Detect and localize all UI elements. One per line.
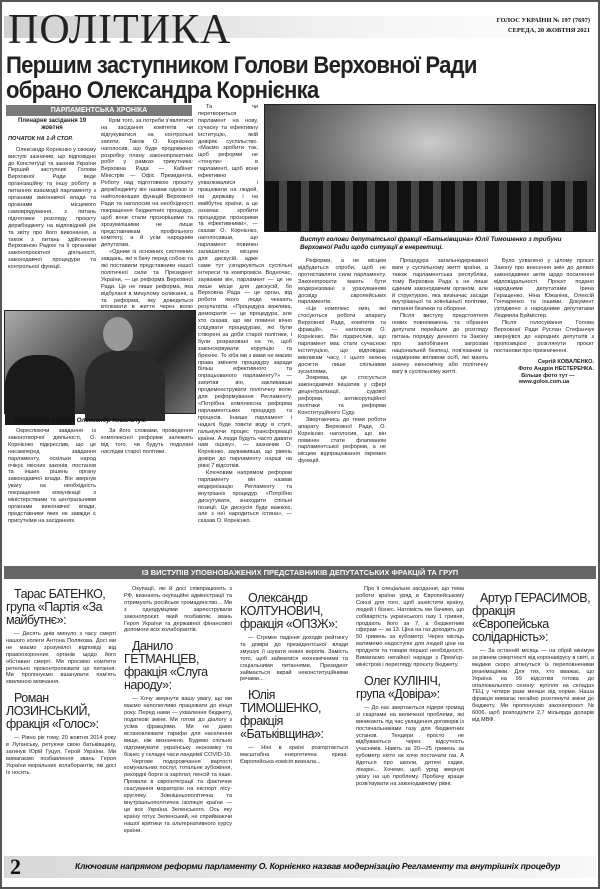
photo-figure bbox=[5, 355, 75, 425]
photo-credit: Фото Андрія НЕСТЕРЕНКА. bbox=[518, 365, 594, 372]
session-subhead: Пленарне засідання 19 жовтня bbox=[17, 118, 87, 131]
article-column-2 bbox=[101, 118, 193, 311]
paragraph: «Одним із основних системних завдань, які я бачу перед собою та які поставили представники нашої політичної сили та Президент України, — це реформа Верховної Ради. Це не лише реформа, яка відбулася в минулому скликанні, а та реформа, яку доведеться втілювати в життя через волю bbox=[101, 249, 193, 311]
footer-quote: Ключовим напрямом реформи парламенту О. Корнієнко назвав модернізацію Регламенту та внутрішніх процедур bbox=[75, 861, 561, 871]
photo-figure bbox=[103, 317, 133, 351]
speech-text: — До нас звертаються лідери громад зі скаргами на величезні проблеми, які виникають під час укладення договорів із постачальниками газу для бюджетних установ. Тендери просто не відбуваються через відсутність учасників. Навіть за 20—25 гривень за кубометр ніхто не хоче постачати газ. А йдеться про школи, дитячі садки, лікарні... Хочемо, щоб уряд звернув увагу на цю проблему. Пробачу краще розв'язувати на законодавчому рівні. bbox=[356, 704, 464, 787]
speaker-name: Олег КУЛІНІЧ, група «Довіра»: bbox=[356, 673, 441, 701]
speech-text: — За останній місяць — на обрій мінімум за рівнем смертності від коронавірусу в світі, а медики скоро зіткнуться із переповненими реанімаціями. Для тих, хто вважає, що Україна на 99 відсотків готова до опалювального сезону: вугілля на складах ТЕЦ у чотири рази менше від норми. Наша фракція вимагає негайно розглянути зміни до бюджету. Ми пропонуємо законопроєкт № 6006, щоб розподілити 2,7 мільярда доларів від МВФ. bbox=[472, 648, 594, 724]
deputies-photo-caption: Ростислав Тістик, Олександр Ковальчук. bbox=[14, 417, 147, 424]
parliament-photo-caption: Виступ голови депутатської фракції «Батьківщина» Юлії Тимошенко з трибуни Верховної Ради щодо ситуації в енергетиці. bbox=[300, 236, 562, 251]
paragraph: Та чи перетвориться парламент на нову, сучасну та ефективну інституцію, якій довіряє суспільство. «Маємо зробити так, щоб реформи не «тонули» в парламенті, щоб вони ефективно ухвалювалися і працювали на людей, на державу і на майбутнє країни, а це означає зробити процедури прозорими та ефективними», — сказав О. Корнієнко, наголосивши, що парламент повинен залишатися місцем для дискусій, адже саме тут узгоджуються суспільні інтереси та компроміси. Водночас, зауважив він, парламент — це не лише місце для дискусій, бо Верховна Рада — це орган, від роботи якого люди чекають результатів. «Процедура важлива, демократія — це процедура, але хто сказав, що ми повинні вічно слідувати процедурам, які були створені за доби старої політики, і були розраховані на те, щоб законсервувати корупцію та брехню. То хіба ми з вами не маємо права змінити процедуру заради більш ефективного та опрацьованого парламенту?» — запитав він, закликавши продемонструвати політичну волю для реформування Регламенту. «Потрібна комплексна реформа парламентських процедур та процесів. Інакше парламент і надалі буде товкти воду в ступі, гальмуючи процес трансформації країни. А люди будуть часто давати нам оцінку», — зазначив О. Корнієнко, зауваживши, що рівень довіри до парламенту наразі на рівні 7 відсотків. bbox=[198, 104, 292, 470]
paragraph: Звертаючись до теми роботи апарату Верховної Ради, О. Корнієнко наголосив, що він повинен стати флагманом парламентської реформи, а не місцем відпрацювання окремих функцій. bbox=[298, 416, 386, 465]
speech-text: — Рівно рік тому, 20 жовтня 2014 року в Луганську, ретуючи свою батьківщину, загинув Юрій Гуцул, Герой України. Ми вимагаємо позбавлення звань Героя України моральних колаборантів, які досі їх носять. bbox=[6, 735, 116, 776]
speeches-column-2 bbox=[124, 586, 232, 852]
speech-text: — Десять днів минуло з часу смерті нашого колеги Антона Полякова. Досі ми не маємо зрозумілої відповіді від правоохоронних органів щодо його обставин смерті. Ми просимо комітети ретельно проконтролювати це питання. Ми пропонуємо вшанувати пам'ять хвилиною мовчання. bbox=[6, 631, 116, 686]
speech-text: Про їі спеціальне засідання, що тема роботи країни уряд в Європейському Союзі для того, щоб захистити країну, людей і бізнес. Натомість ми бачимо, що собівартість українського газу 1 гривня, продають його за 7, а бюджетним сферам — за 13. Ціна на газ доходить до 50 гривень за кубометр. Через місяць матимемо недоступні для людей ціни на продукти та товари першої необхідності. Вимагаємо негайної наради з Прем'єр-міністром і перегляду проєкту бюджету. bbox=[356, 586, 464, 668]
speaker-name: Данило ГЕТМАНЦЕВ, фракція «Слуга народу»: bbox=[124, 639, 208, 693]
paragraph: Крім того, за потреби з'являтися на засідання комітетів чи відгукуватися на контрольні запити. Також О. Корнієнко наголосив, що буде продовжено розробку плану законопроєктних робіт у рамках трикутника: Верховна Рада — Кабінет Міністрів — Офіс Президента. Роботу над підготовкою проєкту держбюджету він назвав однією із найголовніших функцій Верховної Ради та наголосив на необхідності покращення бюджетних процедур, щоб вони стали прозорішими та зрозумілішими не лише представникам профільного комітету, а й усім народним депутатам. bbox=[101, 118, 193, 249]
article-column-2b bbox=[101, 428, 193, 560]
speaker-name: Роман ЛОЗИНСЬКИЙ, фракція «Голос»: bbox=[6, 691, 99, 732]
speaker-name: Олександр КОЛТУНОВИЧ, фракція «ОПЗЖ»: bbox=[240, 591, 338, 631]
paragraph: «Це комплекс змін, які стосуються роботи апарату Верховної Ради, комітетів та фракцій», — наголосив О. Корнієнко. Він підкреслив, що парламент має стати сучасною інституцією, що відповідає викликам часу, і цього можна досягти лише спільними зусиллями. bbox=[298, 306, 386, 375]
issue-info bbox=[497, 16, 590, 36]
paragraph: Після голосування Голова Верховної Ради Руслан Стефанчук звернувся до народних депутатів з пропозицією розглянути проєкт постанови про призначення. bbox=[494, 320, 594, 354]
speeches-column-3 bbox=[240, 586, 348, 852]
article-column-1b bbox=[8, 428, 96, 560]
speaker-name: Юлія ТИМОШЕНКО, фракція «Батьківщина»: bbox=[240, 688, 324, 742]
chronicle-section-label: ПАРЛАМЕНТСЬКА ХРОНІКА bbox=[6, 105, 192, 116]
paragraph: Ключовим напрямом реформи парламенту він назвав модернізацію Регламенту та внутрішніх процедур. «Потрібно дискутувати, знаходити спільні позиції. Ця дискусія буде важкою, але з неї народиться істина», — сказав О. Корнієнко. bbox=[198, 470, 292, 525]
speaker-name: Артур ГЕРАСИМОВ, фракція «Європейська солідарність»: bbox=[472, 591, 591, 644]
parliament-photo bbox=[264, 104, 596, 232]
article-column-6 bbox=[494, 258, 594, 560]
speaker-name: Тарас БАТЕНКО, група «Партія «За майбутнє»: bbox=[6, 587, 106, 627]
paragraph: Процедура загальнодержавної ваги у суспільному житті країни, а також парламентська республіка, тому Верховна Рада є не лише єдиним законодавчим органом, але й структурою, яка визначає засади внутрішньої та зовнішньої політики, питання безпеки та оборони. bbox=[392, 258, 488, 313]
paragraph: Було ухвалено у цілому проєкт Закону про внесення змін до деяких законодавчих актів щодо посилення відповідальності. Проєкт подано народними депутатами Ірина Геращенко, Ніна Южаніна, Олексій Гончаренко та іншими. Документ узгоджено з народними депутатами Людмила Буймістер. bbox=[494, 258, 594, 320]
page-number: 2 bbox=[10, 854, 21, 879]
speech-text: — Хочу звернути вашу увагу, що ми маємо наполегливо працювати до кінця року. Перед нами — ухвалення бюджету, податкові зміни. Ми готові до діалогу з усіма фракціями. Ми не дамо встановлювати тарифи для населення вище, ніж визначено. Будемо спільно підтримувати українську економіку та бізнес у складні часи пандемії COVID-19. bbox=[124, 696, 232, 758]
paragraph: Зокрема, це стосується законодавчих ініціатив у сфері децентралізації, судової реформи, антикорупційної політики та реформи Конституційного Суду. bbox=[298, 375, 386, 416]
issue-date: СЕРЕДА, 20 ЖОВТНЯ 2021 bbox=[507, 27, 590, 34]
paragraph: Реформи, а не місцем відбудеться спроби, щоб не протиставляти сили парламенту. Законопроєкти мають бути модернізовані з урахуванням досвіду європейських парламентів. bbox=[298, 258, 386, 306]
speeches-column-5 bbox=[472, 586, 594, 852]
article-column-1 bbox=[8, 118, 96, 308]
article-column-5 bbox=[392, 258, 488, 560]
issue-number: ГОЛОС УКРАЇНИ № 197 (7697) bbox=[496, 17, 590, 24]
speech-text: Чергове подорожчання вартості комунальних послуг, тотальне зубожіння, рекордні борги із зарплат, пенсій та інше. Провали в євроінтеграції та фактичне скасування мораторію на експорт лісу-кругляку. Зовнішньополітична та внутрішньополітична ізоляція країни — це все Україна Зеленського. Ось яку країну готує Зеленський, не сприймаючи нашої критики та альтернативного курсу країни. bbox=[124, 758, 232, 834]
section-rubric: ПОЛІТИКА bbox=[8, 7, 232, 53]
speech-text: Окупації, які й досі співпрацюють з РФ, визнають окупаційні адміністрації та отримують російське громадянство... Ми з однодумцями зареєстрували законопроєкт, який позбавляє звань Героя України та державної фінансової допомоги всіх колаборантів. bbox=[124, 586, 232, 634]
paragraph: Окреслюючи завдання із законотворчої діяльності, О. Корнієнко підкреслив, що це насамперед завдання парламенту, оскільки народ очікує якісних законів, постанов та інших рішень органу законодавчої влади. Він звернув увагу на необхідність покращення комунікації з міністерствами та центральними органами виконавчої влади, представники яких не завжди є присутніми на засіданнях. bbox=[8, 428, 96, 524]
speeches-column-1 bbox=[6, 582, 116, 852]
paragraph: Після виступу предстоятеля нових повноважень та обрання депутати перейшли до розгляду питань порядку денного та Закону про запобігання загрозам національній безпеці, пов'язаним із надмірним впливом осіб, які мають значну економічну або політичну вагу в суспільному житті. bbox=[392, 313, 488, 375]
speech-text: — Стрімке падіння доходів рейтингу та довіри до президентської влади змушує її шукати нових ворогів. Замість того, щоб займатися економічними та соціальними питаннями, Президент займається вкрай неконституційними речами... bbox=[240, 635, 348, 683]
article-column-4 bbox=[298, 258, 386, 560]
photo-figure bbox=[85, 351, 165, 421]
photo-deputies bbox=[265, 181, 595, 231]
speeches-section-label: ІЗ ВИСТУПІВ УПОВНОВАЖЕНИХ ПРЕДСТАВНИКІВ ДЕПУТАТСЬКИХ ФРАКЦІЙ ТА ГРУП bbox=[4, 566, 596, 579]
paragraph: Олександр Корнієнко у своєму виступі зазначив, що відповідно до Конституції та законів України Перший заступник Голови Верховної Ради веде організаційну та іншу роботу в питаннях взаємодії парламенту з органами виконавчої влади та органами місцевого самоврядування, з питань підготовки розгляду проєкту держбюджету на відповідний рік та звіту про його виконання, а також з питань здійснення Верховною Радою та її органами законопроєктної діяльності, законодавчої процедури та контрольної функції. bbox=[8, 146, 96, 271]
paragraph: За його словами, проведення комплексної реформи залежить від того, чи будуть подолані наслідки старої політики. bbox=[101, 428, 193, 455]
continued-note: ПОЧАТОК НА 1-Й СТОР. bbox=[8, 135, 73, 142]
speech-text: — Ніні в країні розгортається масштабна енергетична криза. Європейська комісія визнала... bbox=[240, 745, 348, 766]
deputies-photo bbox=[4, 310, 196, 414]
speeches-column-4 bbox=[356, 586, 464, 852]
headline: Першим заступником Голови Верховної Ради обрано Олександра Корнієнка bbox=[6, 52, 477, 104]
more-photos-link[interactable]: Більше фото тут — www.golos.com.ua bbox=[518, 372, 575, 386]
author-signature: Сергій КОВАЛЕНКО. bbox=[537, 358, 594, 365]
